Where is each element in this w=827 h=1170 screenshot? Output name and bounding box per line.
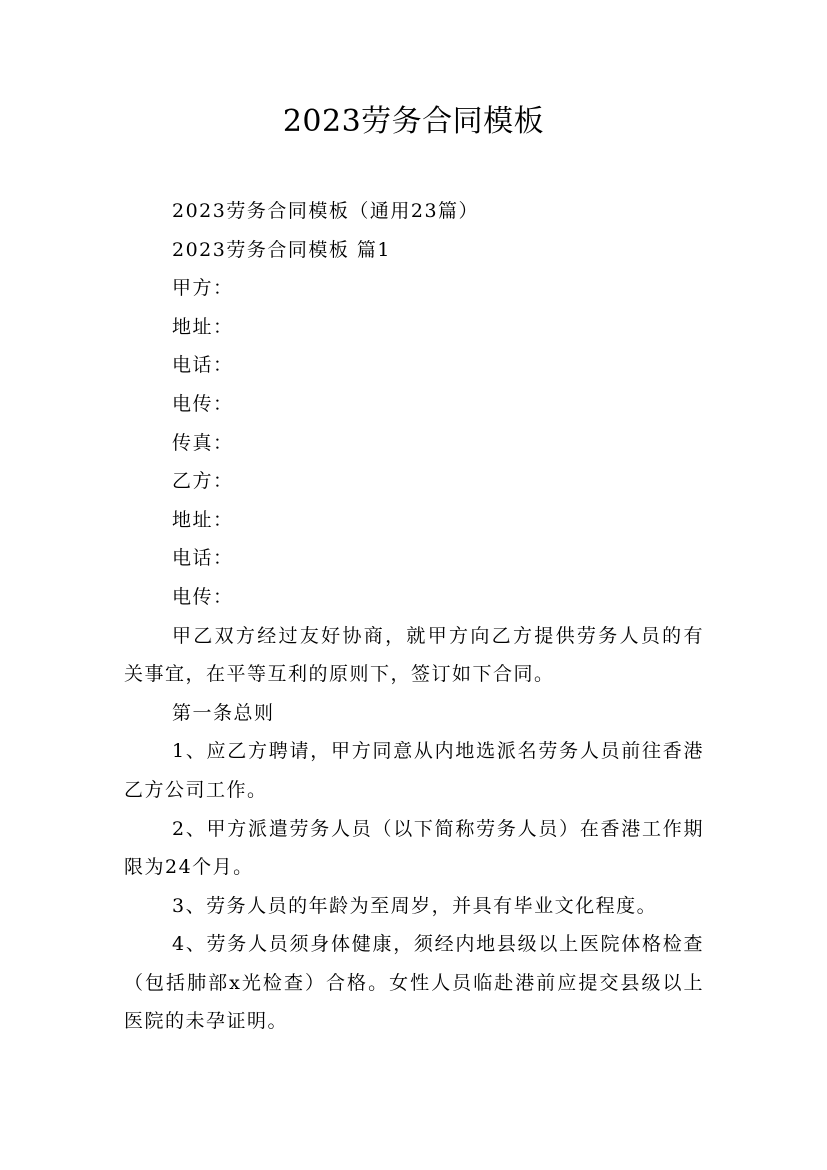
party-b-telex-label: 电传： bbox=[172, 585, 234, 608]
paragraph-preamble: 甲乙双方经过友好协商，就甲方向乙方提供劳务人员的有关事宜，在平等互利的原则下，签订如下合同。 bbox=[124, 624, 704, 686]
clause-4: 4、劳务人员须身体健康，须经内地县级以上医院体格检查（包括肺部x光检查）合格。女性人员临赴港前应提交县级以上医院的未孕证明。 bbox=[124, 933, 704, 1033]
document-body bbox=[124, 192, 704, 1041]
clause-2: 2、甲方派遣劳务人员（以下简称劳务人员）在香港工作期限为24个月。 bbox=[124, 817, 704, 879]
party-a-telex-label: 电传： bbox=[172, 392, 234, 415]
paragraph-section-heading: 2023劳务合同模板 篇1 bbox=[172, 238, 391, 261]
document-title: 2023劳务合同模板 bbox=[282, 104, 545, 139]
article-heading: 第一条总则 bbox=[172, 701, 275, 724]
paragraph-subtitle: 2023劳务合同模板（通用23篇） bbox=[172, 200, 480, 222]
clause-3: 3、劳务人员的年龄为至周岁，并具有毕业文化程度。 bbox=[172, 894, 658, 917]
party-a-address-label: 地址： bbox=[172, 315, 234, 338]
party-b-label: 乙方： bbox=[172, 470, 234, 493]
party-a-phone-label: 电话： bbox=[172, 354, 234, 377]
party-b-address-label: 地址： bbox=[172, 508, 234, 531]
party-a-label: 甲方： bbox=[172, 277, 234, 300]
party-a-fax-label: 传真： bbox=[172, 431, 234, 454]
party-b-phone-label: 电话： bbox=[172, 547, 234, 570]
clause-1: 1、应乙方聘请，甲方同意从内地选派名劳务人员前往香港乙方公司工作。 bbox=[124, 740, 704, 801]
